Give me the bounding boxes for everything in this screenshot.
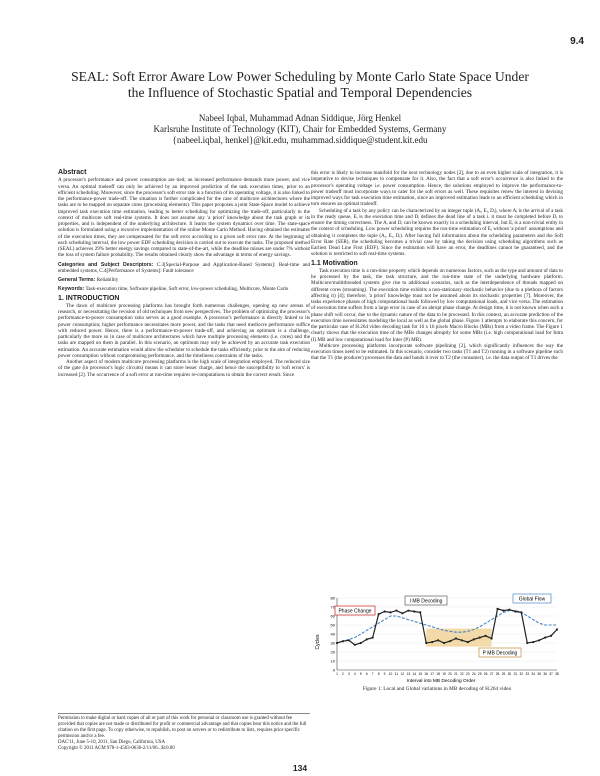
x-tick-label: 35 [537,672,541,676]
mb-cycles-point [336,642,338,644]
motivation-paragraph-2: Multicore processing platforms incorporate software pipelining [2], which significantly influences the way the execution times need to be estimated. In this scenario, consider two tasks (T1 and T2) running in a software pipeline such that the T1 (the producer) processes the data and hands it over to T2 (the consumer), i.e. the data output of T1 drives the [311,342,563,362]
x-tick-label: 30 [507,672,512,676]
affiliation: Karlsruhe Institute of Technology (KIT), Chair for Embedded Systems, Germany [153,124,447,134]
x-tick-label: 15 [418,672,423,676]
y-tick-label: 0 [332,667,335,673]
x-axis-ticks [336,672,559,676]
mb-cycles-point [348,639,350,641]
x-tick-label: 26 [483,672,488,676]
mb-cycles-point [401,612,403,614]
motivation-heading: 1.1 Motivation [311,259,358,267]
x-tick-label: 13 [406,672,411,676]
x-tick-label: 17 [430,672,434,676]
permission-text: Permission to make digital or hard copies of all or part of this work for personal or classroom use is granted without fee provided that copies are not made or distributed for profit or commercial advantage and that copies bear this notice and the full citation on the first page. To copy otherwise, to republish, to post on servers or to redistribute to lists, requires prior specific permission and/or a fee. [58,713,310,740]
y-tick-label: 60 [330,613,335,619]
x-tick-label: 7 [371,672,374,676]
title-line-1: SEAL: Soft Error Aware Low Power Scheduling by Monte Carlo State Space Under [71,69,529,84]
mb-cycles-point [425,642,427,644]
x-tick-label: 16 [424,672,428,676]
author-emails: {nabeel.iqbal, henkel}@kit.edu, muhammad.siddique@student.kit.edu [172,135,428,145]
mb-cycles-point [496,608,498,610]
x-tick-label: 25 [477,672,482,676]
paper-title [40,69,560,101]
abstract-heading: Abstract [58,169,87,176]
x-tick-label: 33 [525,672,530,676]
intro-paragraph-2: Another aspect of modern multicore processing platforms is the high scale of integration employed. The reduced size of the gate (in processor's logic circuits) means it can store lesser charge, and hence the susceptibility to 'soft errors' is increased [2]. The occurrence of a soft error at run-time requires re-computations to obtain the correct result. Since [58,359,310,378]
figure-caption: Figure 1: Local and Global variations in MB decoding of H.264 video [362,686,512,692]
mb-cycles-point [443,642,445,644]
y-tick-label: 70 [330,604,335,610]
mb-cycles-point [485,635,487,637]
mb-cycles-point [556,628,558,630]
x-tick-label: 19 [442,672,446,676]
intro-heading: 1. INTRODUCTION [58,294,120,302]
page-number: 134 [292,763,308,773]
y-tick-label: 50 [330,622,335,628]
mb-cycles-point [455,637,457,639]
mb-cycles-point [360,642,362,644]
y-tick-label: 30 [330,640,335,646]
x-tick-label: 1 [336,672,338,676]
motivation-paragraph-1: Task execution time is a run-time property which depends on numerous factors, such as the type and amount of data to be processed by the task, the task structure, and the run-time state of the underlying hardware platform. Multicore/multithreaded systems give rise to additional scenarios, such as the interdependence of threads mapped on different cores (streaming). The execution time exhibits a non-stationary stochastic behavior (due to a plethora of factors affecting it) [4]; therefore, 'a priori' knowledge must not be assumed about its stochastic properties [7]. Moreover, the tasks experience phases of high computational loads followed by low computational loads, and vice versa. The estimation of execution time suffers from a large error in case of an abrupt phase change. At design time, it is not known when such a phase shift will occur, due to the dynamic nature of the data to be processed. In this context, an accurate prediction of the execution time necessitates modeling the local as well as the global phase. Figure 1 attempts to elaborate this concern, for the particular case of H.264 video decoding task for 16 x 16 pixels Macro Blocks (MBs) from a video frame. The Figure 1 clearly shows that the execution time of the MBs changes abruptly for some MBs (i.e. high computational load for Intra (I) MB and low computational load for Inter (P) MB). [311,267,563,343]
author-names: Nabeel Iqbal, Muhammad Adnan Siddique, Jörg Henkel [198,113,402,123]
keywords [58,286,310,292]
categories [58,262,310,275]
x-tick-label: 21 [454,672,458,676]
x-tick-label: 4 [353,672,356,676]
mb-cycles-point [378,613,380,615]
x-tick-label: 29 [501,672,506,676]
mb-cycles-point [502,610,504,612]
y-tick-label: 40 [330,631,335,637]
x-tick-label: 31 [513,672,518,676]
general-terms-heading: General Terms: [58,277,96,283]
mb-cycles-point [514,610,516,612]
keywords-text: Task-execution time, Software pipeline, Soft error, low-power scheduling, Multicore, Monte Carlo [85,286,289,293]
mb-cycles-point [479,637,481,639]
mb-cycles-point [389,611,391,613]
x-tick-label: 24 [471,672,476,676]
x-tick-label: 38 [555,672,559,676]
phase-change-annotation [335,606,375,615]
mb-cycles-point [342,640,344,642]
right-paragraph-1: this error is likely to increase manifold for the next technology nodes [2], due to an even higher scale of integration, it is imperative to devise techniques to compensate for it. Also, the fact that a soft error's occurrence is also linked to the processor's operating voltage i.e. power consumption. Hence, the solutions employed to improve the performance-to-power tradeoff must incorporate ways to cater for the soft errors as well. These requisites renew the interest in devising improved ways for task execution time estimation, since an improved estimation leads to an efficient scheduling which in turn ensures an optimal tradeoff. [311,170,563,208]
i-mb-annotation [405,596,447,605]
x-axis-label: Interval into MB Decoding Order [406,679,476,684]
permission-notice [58,713,310,752]
categories-heading: Categories and Subject Descriptors: [58,261,154,268]
x-tick-label: 12 [400,672,405,676]
x-tick-label: 34 [531,672,535,676]
x-tick-label: 5 [359,672,362,676]
title-line-2: the Influence of Stochastic Spatial and Temporal Dependencies [127,85,473,100]
x-tick-label: 27 [489,672,494,676]
mb-cycles-point [413,610,415,612]
y-tick-label: 20 [330,649,335,655]
mb-cycles-point [520,611,522,613]
x-tick-label: 32 [519,672,524,676]
copyright-line: Copyright © 2011 ACM 978-1-4503-0636-2/11/06...$10.00 [58,746,175,751]
x-tick-label: 18 [436,672,440,676]
mb-cycles-point [354,644,356,646]
mb-cycles-point [532,641,534,643]
left-column [58,170,310,378]
global-flow-annotation [513,594,551,603]
mb-cycles-point [395,610,397,612]
mb-cycles-point [407,610,409,612]
abstract-text: A processor's performance and power consumption are tied; an increased performance demands more power, and vice versa. An optimal tradeoff can only be achieved by an improved prediction of the task execution times, prior to an efficient scheduling. Moreover, since the processor's soft error rate is a function of its operating voltage, it is also linked to the performance-power trade-off. The situation is further complicated for the case of multicore architectures where the tasks are to be mapped on separate cores (processing elements). This paper proposes a joint State-Space model to achieve improved task execution time estimation, leading to better scheduling for optimizing the trade-off, particularly in the context of multicore soft real-time systems. It does not assume any 'a priori' knowledge about the task graph or its properties, and is independent of the underlying architecture. It learns the system dynamics over time. The state-space solution is formulated using a recursive implementation of the online Monte Carlo Method. Having obtained the estimates of the execution times, they are compensated for the soft error according to a given soft error rate. At the beginning of each scheduling interval, the low power EDF scheduling decision is carried out to execute the tasks. The proposed method (SEAL) achieves 29% better energy savings compared to state-of-the-art, while the deadline misses are under 7% without the loss of system failure probability. The results obtained clearly show the advantage in terms of energy savings. [58,177,310,259]
right-paragraph-2: Scheduling of a task by any policy can be characterized by an integer tuple (Aᵢ, Eᵢ, Dᵢ), where Aᵢ is the arrival of a task in the ready queue, Eᵢ is the execution time and Dᵢ defines the dead line of a task i. it must be completed before Dᵢ to ensure the timing correctness. The Aᵢ and Dᵢ can be known exactly in a scheduling interval, but Eᵢ is a non-trivial entity in the context of scheduling. Low power scheduling requires the run-time estimation of Eᵢ without 'a priori' assumptions and obtaining it completes the tuple (Aᵢ, Eᵢ, Dᵢ). After having full information about the scheduling parameters and the Soft Error Rate (SER), the scheduling becomes a trivial case by taking the decision using scheduling algorithms such as Earliest Dead Line First (EDF). Since the estimation will have an error, the deadlines cannot be guaranteed, and the solution is restricted to soft real-time systems. [311,207,563,258]
mb-cycles-point [437,639,439,641]
x-tick-label: 20 [448,672,452,676]
p-mb-band [426,629,491,647]
i-mb-label: I MB Decoding [409,598,443,605]
intro-paragraph-1: The dawn of multicore processing platforms has brought forth numerous challenges, opening up new arenas of research, or necessitating the revision of old techniques from new perspectives. The problem of optimizing the processor's performance-to-power consumption ratio serves as a good example. A processor's performance is directly linked to its power consumption; higher performance necessitates more power, and the tasks that need mediocre performance suffice with reduced power. Hence, there is a performance-to-power trade-off, and achieving an optimum is a challenge, particularly the more so in case of multicore architectures which have multiple processing elements (i.e. cores) and the tasks are mapped on them in parallel. In this scenario, an optimum may only be achieved by an accurate task execution estimation. An accurate estimation would allow the scheduler to schedule the tasks efficiently, prior to the aim of reducing power consumption without compromising performance, and the timeliness constraints of the tasks. [58,302,310,359]
mb-cycles-point [431,641,433,643]
mb-cycles-point [526,642,528,644]
mb-cycles-point [550,635,552,637]
session-number: 9.4 [570,36,584,47]
mb-cycles-point [490,637,492,639]
global-flow-label: Global Flow [518,596,546,603]
general-terms [58,277,310,283]
mb-cycles-point [419,611,421,613]
mb-cycles-point [467,641,469,643]
phase-change-label: Phase Change [338,608,372,615]
mb-cycles-point [372,637,374,639]
x-tick-label: 9 [383,672,386,676]
y-tick-label: 10 [330,658,335,664]
mb-cycles-point [366,638,368,640]
x-tick-label: 11 [394,672,399,676]
p-mb-label: P MB Decoding [482,650,518,657]
figure-1-chart [313,592,563,684]
p-mb-annotation [479,648,521,657]
x-tick-label: 10 [388,672,393,676]
x-tick-label: 23 [466,672,470,676]
general-terms-text: Reliability [96,277,119,283]
mb-cycles-point [544,637,546,639]
categories-text: C.3[Special-Purpose and Application-Based Systems]: Real-time and embedded systems, C.4[Performance of Systems]: Fault tolerance [58,261,311,274]
mb-cycles-point [538,639,540,641]
x-tick-label: 14 [412,672,417,676]
x-tick-label: 3 [348,672,350,676]
mb-cycles-point [461,639,463,641]
mb-cycles-point [449,640,451,642]
keywords-heading: Keywords: [58,286,85,293]
mb-cycles-point [473,638,475,640]
y-tick-label: 80 [330,595,335,601]
x-tick-label: 28 [495,672,500,676]
x-tick-label: 37 [549,672,553,676]
x-tick-label: 36 [543,672,547,676]
chart-svg [313,592,563,684]
mb-cycles-point [508,609,510,611]
author-block [40,113,560,146]
x-tick-label: 8 [377,672,380,676]
y-axis-label: Cycles [315,634,321,650]
right-column [311,170,563,362]
venue-line: DAC'11, June 5-10, 2011, San Diego, California, USA [58,740,166,745]
x-tick-label: 6 [365,672,368,676]
mb-cycles-point [383,610,385,612]
x-tick-label: 2 [342,672,344,676]
x-tick-label: 22 [460,672,464,676]
